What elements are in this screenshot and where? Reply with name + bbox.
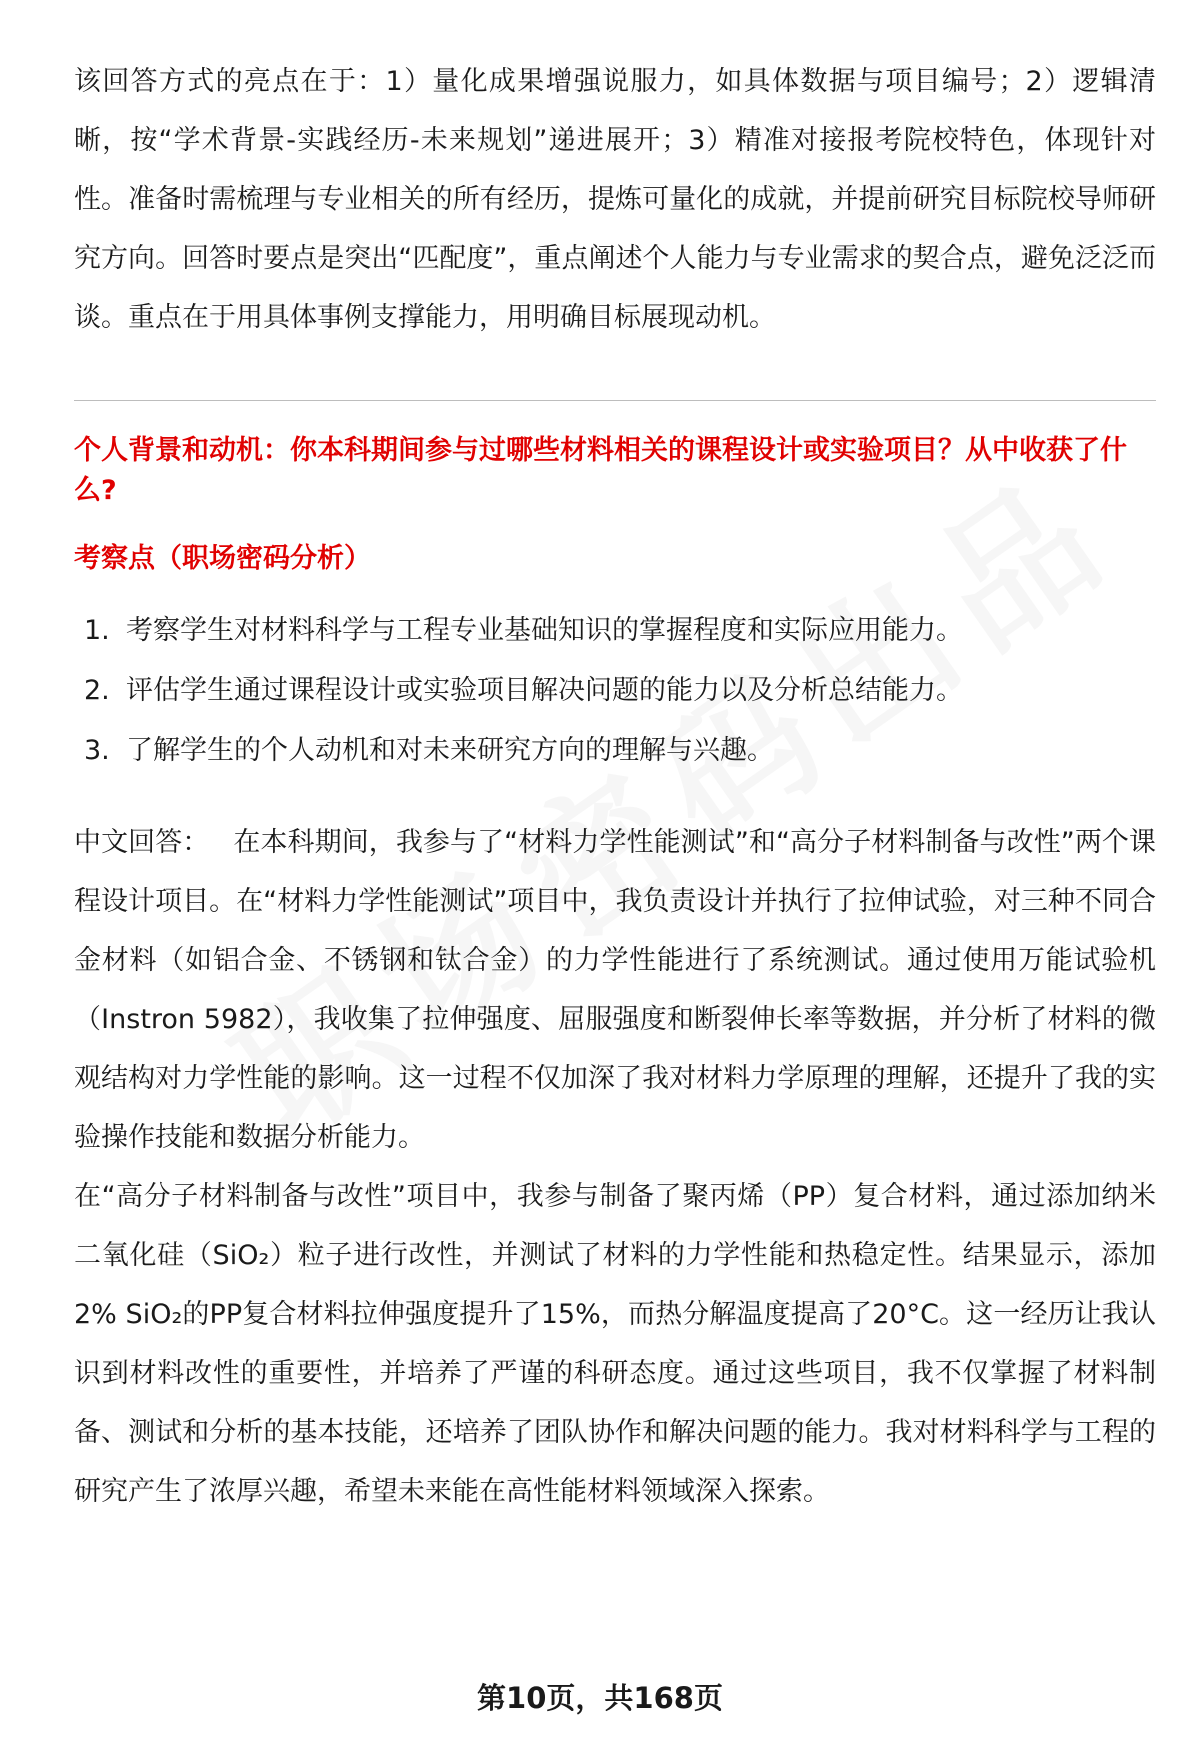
section-divider [74, 400, 1156, 401]
assessment-heading: 考察点（职场密码分析） [74, 543, 371, 574]
list-item-number: 2. [84, 675, 110, 706]
answer-paragraph-1 [74, 813, 1156, 1167]
list-item-text: 考察学生对材料科学与工程专业基础知识的掌握程度和实际应用能力。 [126, 615, 963, 646]
intro-paragraph: 该回答方式的亮点在于：1）量化成果增强说服力，如具体数据与项目编号；2）逻辑清晰，按“学术背景-实践经历-未来规划”递进展开；3）精准对接报考院校特色，体现针对性。准备时需梳理与专业相关的所有经历，提炼可量化的成就，并提前研究目标院校导师研究方向。回答时要点是突出“匹配度”，重点阐述个人能力与专业需求的契合点，避免泛泛而谈。重点在于用具体事例支撑能力，用明确目标展现动机。 [74, 66, 1156, 333]
document-page [74, 52, 1156, 1521]
list-item-number: 3. [84, 735, 110, 766]
list-item [74, 721, 1156, 781]
page-number: 第10页，共168页 [477, 1681, 723, 1715]
list-item-text: 了解学生的个人动机和对未来研究方向的理解与兴趣。 [126, 735, 774, 766]
list-item [74, 601, 1156, 661]
answer-text-1: 在本科期间，我参与了“材料力学性能测试”和“高分子材料制备与改性”两个课程设计项目。在“材料力学性能测试”项目中，我负责设计并执行了拉伸试验，对三种不同合金材料（如铝合金、不锈钢和钛合金）的力学性能进行了系统测试。通过使用万能试验机（Instron 5982），我收集了拉伸强度、屈服强度和断裂伸长率等数据，并分析了材料的微观结构对力学性能的影响。这一过程不仅加深了我对材料力学原理的理解，还提升了我的实验操作技能和数据分析能力。 [74, 827, 1157, 1153]
list-item [74, 661, 1156, 721]
answer-paragraph-2: 在“高分子材料制备与改性”项目中，我参与制备了聚丙烯（PP）复合材料，通过添加纳米二氧化硅（SiO₂）粒子进行改性，并测试了材料的力学性能和热稳定性。结果显示，添加2% SiO₂的PP复合材料拉伸强度提升了15%，而热分解温度提高了20°C。这一经历让我认识到材料改性的重要性，并培养了严谨的科研态度。通过这些项目，我不仅掌握了材料制备、测试和分析的基本技能，还培养了团队协作和解决问题的能力。我对材料科学与工程的研究产生了浓厚兴趣，希望未来能在高性能材料领域深入探索。 [74, 1181, 1156, 1507]
question-title: 个人背景和动机：你本科期间参与过哪些材料相关的课程设计或实验项目？从中收获了什么? [74, 435, 1127, 506]
list-item-text: 评估学生通过课程设计或实验项目解决问题的能力以及分析总结能力。 [126, 675, 963, 706]
assessment-list [74, 601, 1156, 781]
list-item-number: 1. [84, 615, 110, 646]
answer-label: 中文回答： [74, 827, 210, 858]
